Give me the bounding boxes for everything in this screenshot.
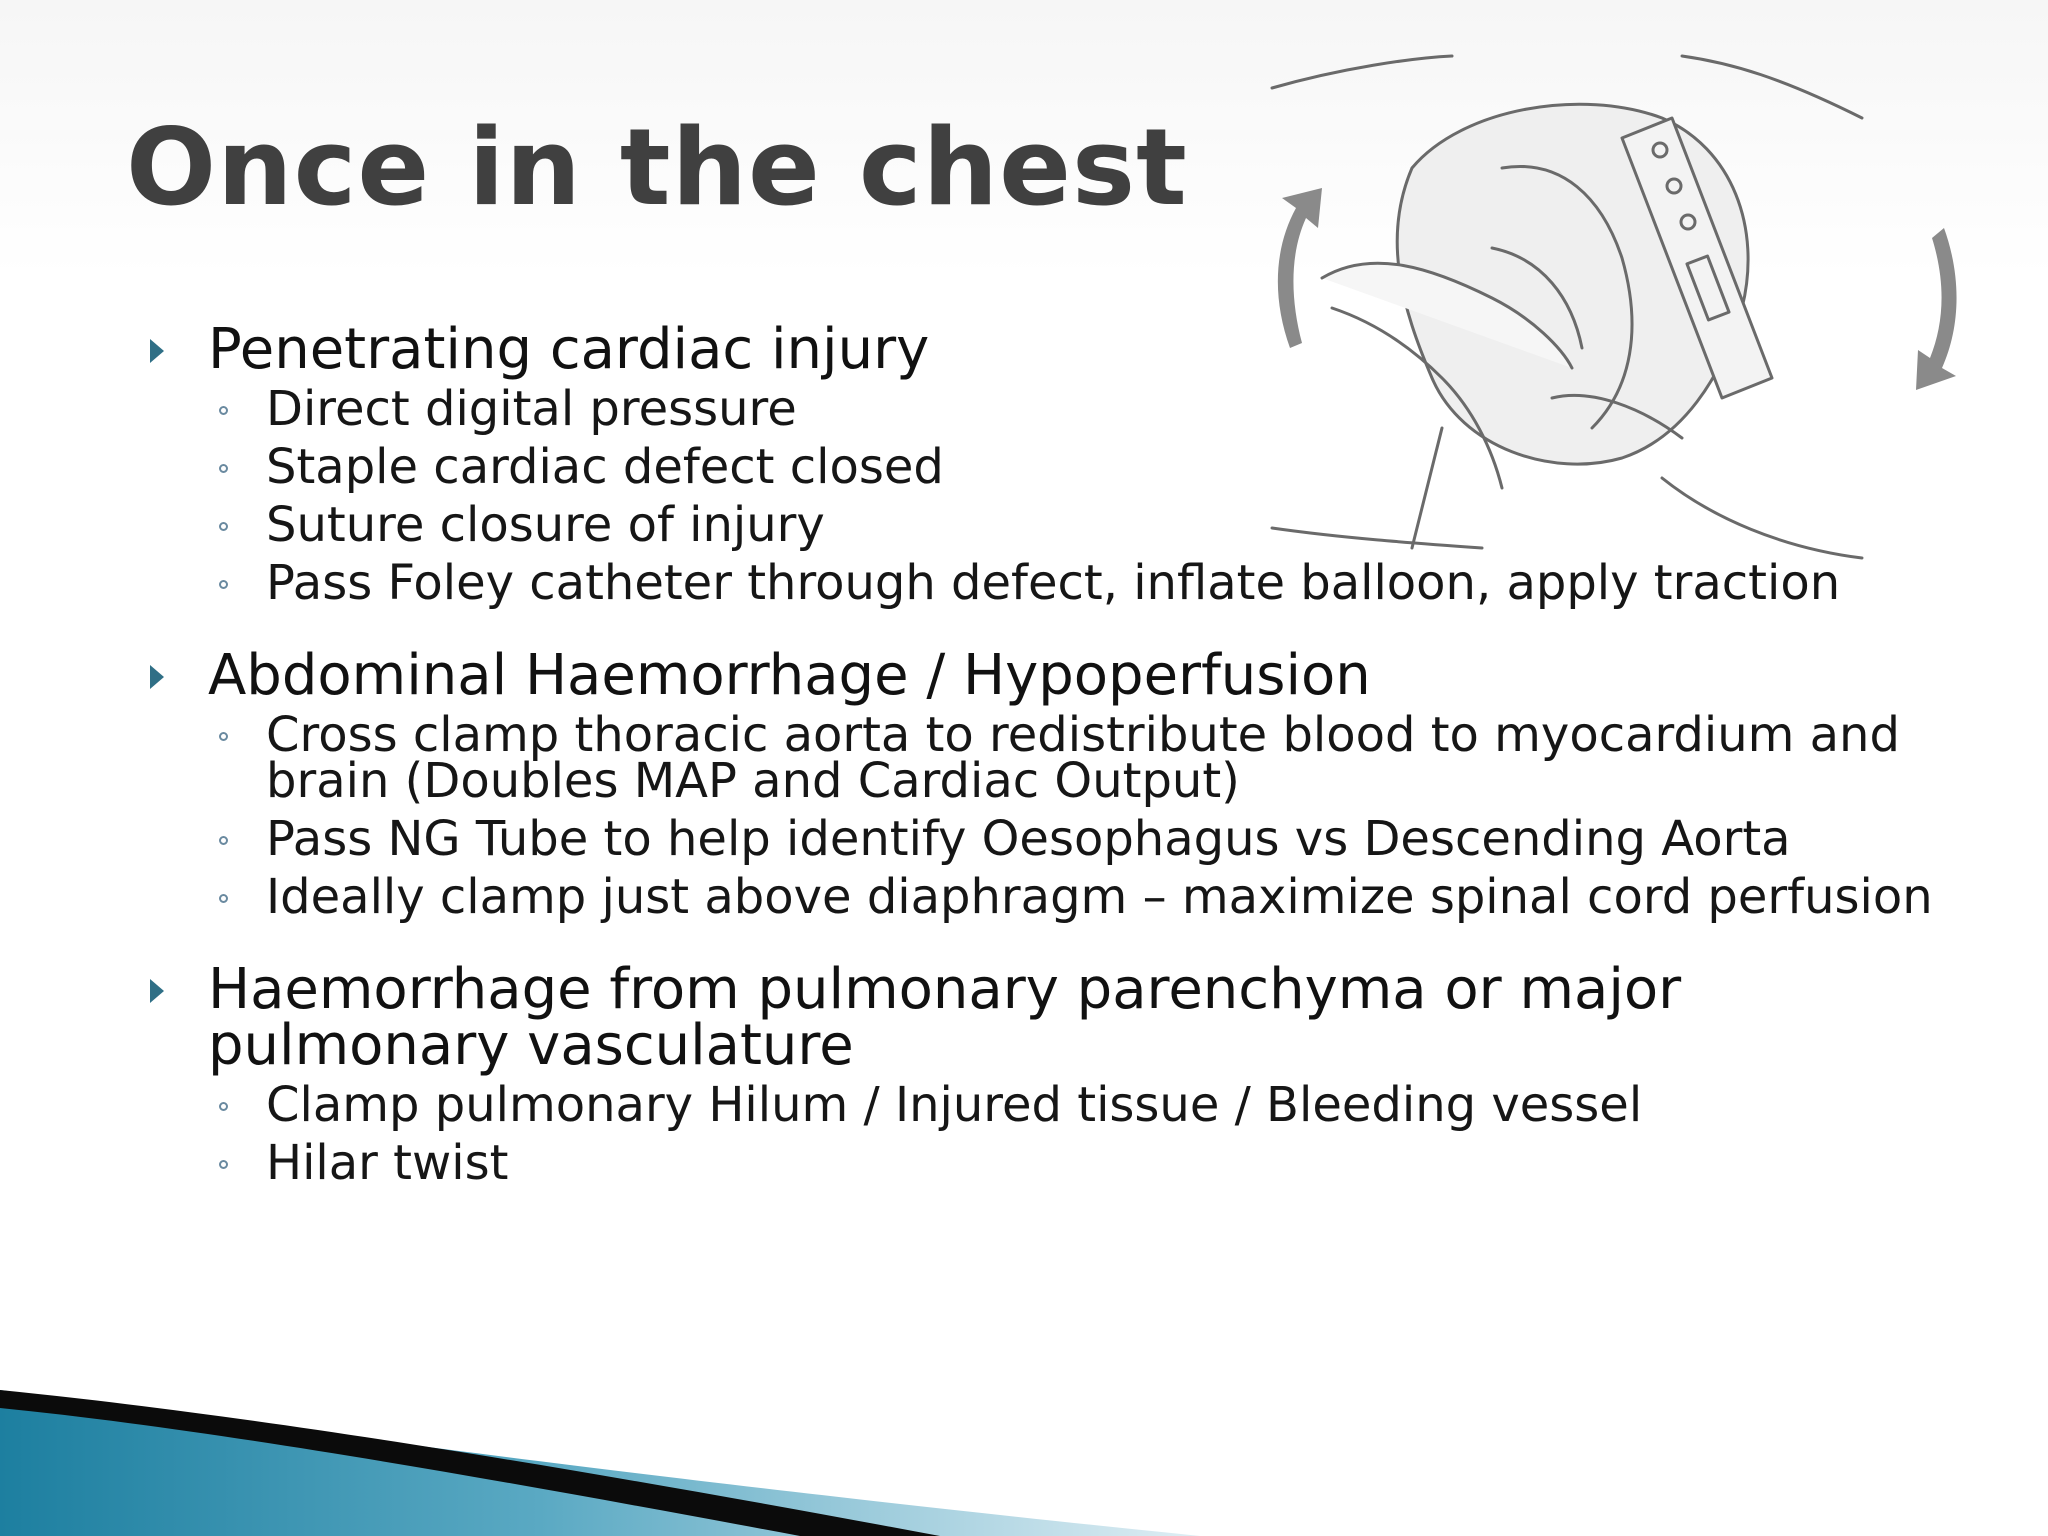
triangle-bullet-icon (150, 979, 164, 1003)
circle-bullet-icon (219, 894, 228, 903)
section-pulmonary-haemorrhage (140, 957, 1940, 1191)
section-abdominal-haemorrhage (140, 643, 1940, 925)
circle-bullet-icon (219, 1160, 228, 1169)
circle-bullet-icon (219, 406, 228, 415)
circle-bullet-icon (219, 580, 228, 589)
triangle-bullet-icon (150, 665, 164, 689)
list-item (140, 1077, 1940, 1133)
list-item (140, 497, 1940, 553)
list-item-text: Suture closure of injury (266, 497, 825, 553)
list-item-text: Ideally clamp just above diaphragm – maximize spinal cord perfusion (266, 869, 1933, 925)
list-item-text: Pass Foley catheter through defect, inflate balloon, apply traction (266, 555, 1841, 611)
section-heading (140, 957, 1940, 1078)
section-penetrating-cardiac-injury (140, 317, 1940, 611)
list-item (140, 555, 1940, 611)
list-item-text: Hilar twist (266, 1135, 509, 1191)
section-heading-text: Abdominal Haemorrhage / Hypoperfusion (208, 643, 1371, 708)
list-item-text: Clamp pulmonary Hilum / Injured tissue / Bleeding vessel (266, 1077, 1643, 1133)
sub-bullet-list (140, 1077, 1940, 1191)
section-heading-text: Penetrating cardiac injury (208, 317, 930, 382)
list-item-text: Direct digital pressure (266, 381, 797, 437)
list-item (140, 811, 1940, 867)
circle-bullet-icon (219, 464, 228, 473)
circle-bullet-icon (219, 522, 228, 531)
section-heading (140, 317, 1940, 382)
list-item (140, 707, 1940, 809)
list-item (140, 869, 1940, 925)
section-heading (140, 643, 1940, 708)
list-item-text: Pass NG Tube to help identify Oesophagus vs Descending Aorta (266, 811, 1791, 867)
circle-bullet-icon (219, 836, 228, 845)
circle-bullet-icon (219, 732, 228, 741)
section-heading-text: Haemorrhage from pulmonary parenchyma or major pulmonary vasculature (208, 957, 1682, 1078)
circle-bullet-icon (219, 1102, 228, 1111)
list-item (140, 439, 1940, 495)
decorative-swoosh (0, 1280, 2048, 1536)
list-item-text: Staple cardiac defect closed (266, 439, 944, 495)
list-item-text: Cross clamp thoracic aorta to redistribute blood to myocardium and brain (Doubles MAP and Cardiac Output) (266, 707, 1900, 809)
sub-bullet-list (140, 381, 1940, 611)
slide-title: Once in the chest (126, 106, 1188, 229)
slide-content (140, 317, 1940, 1198)
list-item (140, 1135, 1940, 1191)
sub-bullet-list (140, 707, 1940, 925)
list-item (140, 381, 1940, 437)
triangle-bullet-icon (150, 339, 164, 363)
